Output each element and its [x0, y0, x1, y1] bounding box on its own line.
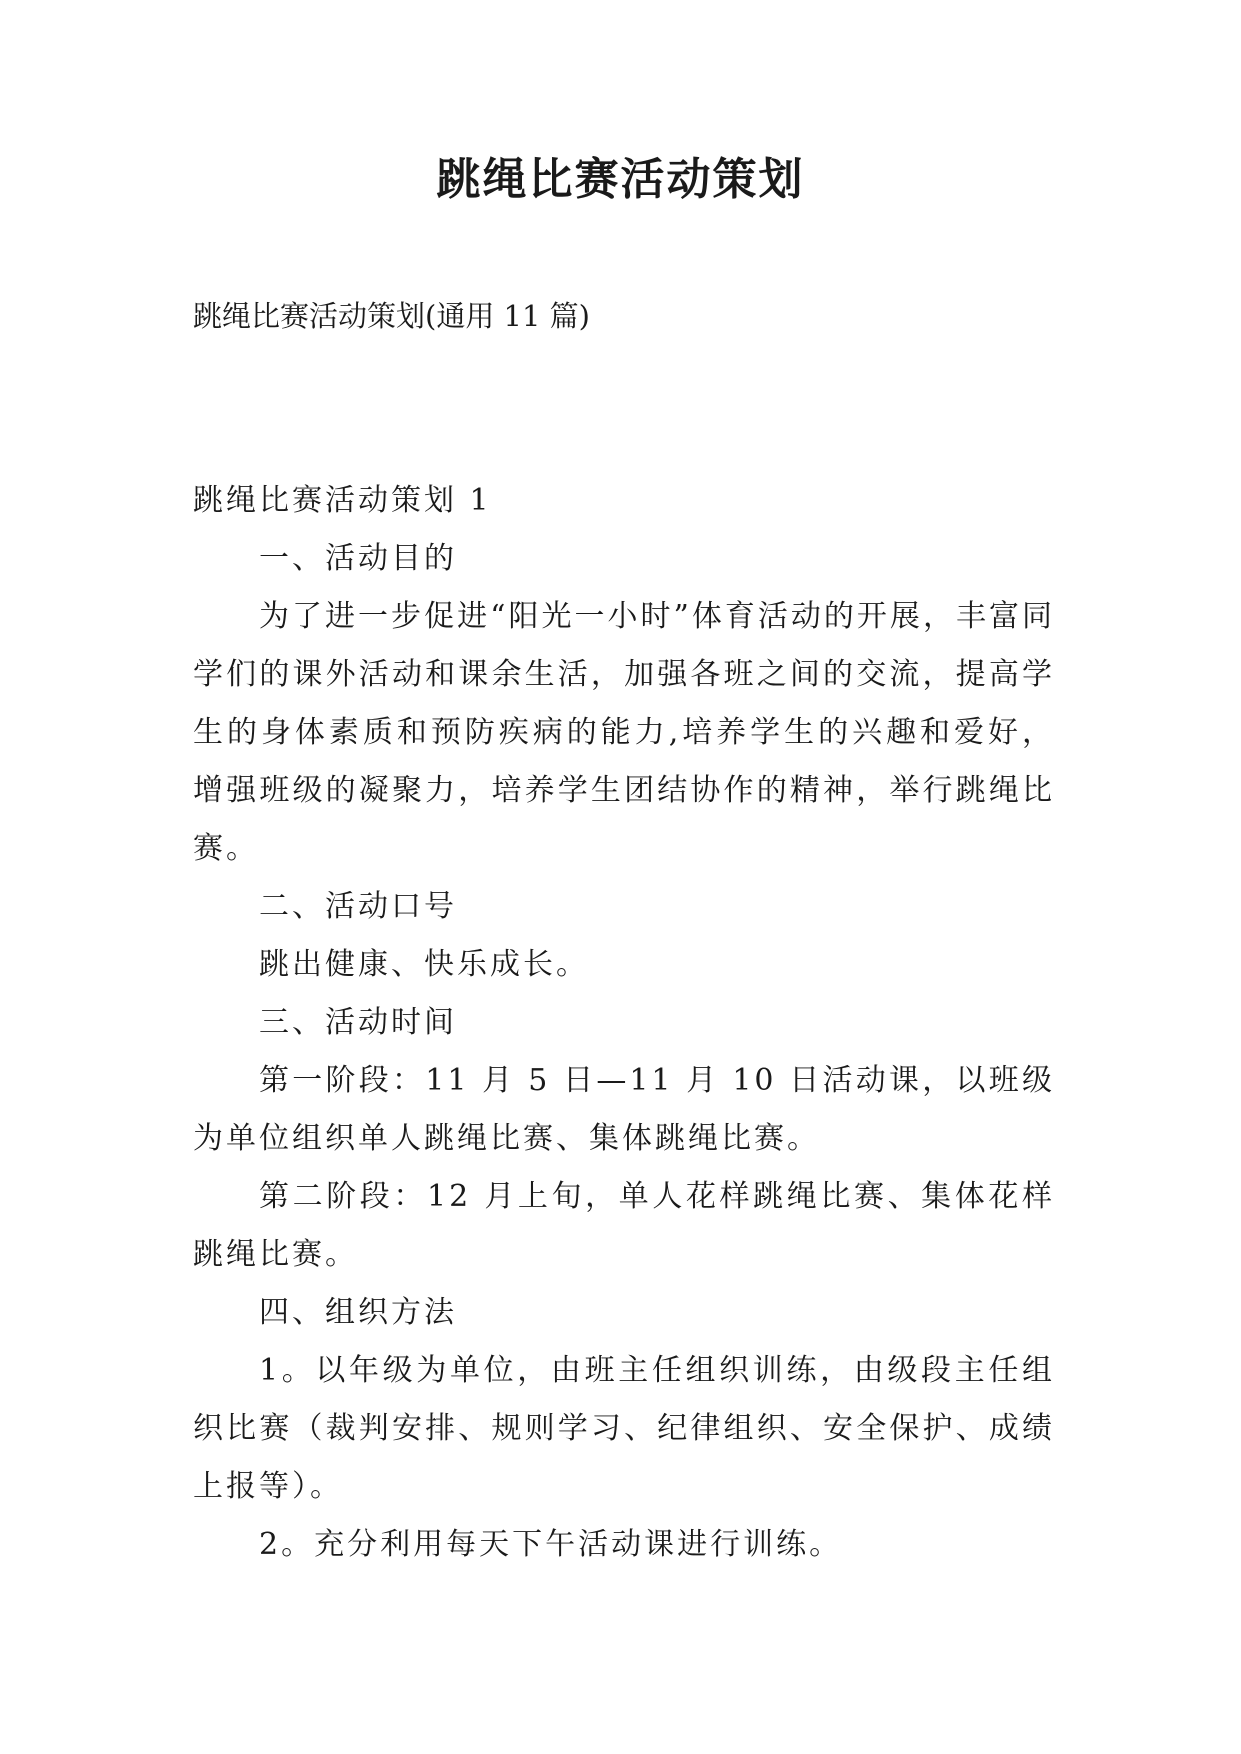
paragraph-heading-purpose: 一、活动目的 — [259, 541, 457, 576]
paragraph-purpose: 为了进一步促进“阳光一小时”体育活动的开展，丰富同学们的课外活动和课余生活，加强各班之间的交流，提高学生的身体素质和预防疾病的能力,培养学生的兴趣和爱好，增强班级的凝聚力，培养学生团结协作的精神，举行跳绳比赛。 — [193, 599, 1055, 866]
document-subtitle: 跳绳比赛活动策划(通用 11 篇) — [193, 299, 590, 333]
paragraph-heading-method: 四、组织方法 — [259, 1295, 457, 1330]
paragraph-method-two: 2。充分利用每天下午活动课进行训练。 — [259, 1527, 843, 1562]
section-heading: 跳绳比赛活动策划 1 — [193, 483, 492, 518]
paragraph-stage-one: 第一阶段：11 月 5 日—11 月 10 日活动课，以班级为单位组织单人跳绳比赛、集体跳绳比赛。 — [193, 1063, 1055, 1156]
paragraph-heading-time: 三、活动时间 — [259, 1005, 457, 1040]
paragraph-method-one: 1。以年级为单位，由班主任组织训练，由级段主任组织比赛（裁判安排、规则学习、纪律组织、安全保护、成绩上报等）。 — [193, 1353, 1055, 1504]
paragraph-stage-two: 第二阶段：12 月上旬，单人花样跳绳比赛、集体花样跳绳比赛。 — [193, 1179, 1055, 1272]
document-body — [193, 472, 1055, 1574]
paragraph-heading-slogan: 二、活动口号 — [259, 889, 457, 924]
paragraph-slogan: 跳出健康、快乐成长。 — [259, 947, 589, 982]
document-title: 跳绳比赛活动策划 — [436, 154, 805, 205]
